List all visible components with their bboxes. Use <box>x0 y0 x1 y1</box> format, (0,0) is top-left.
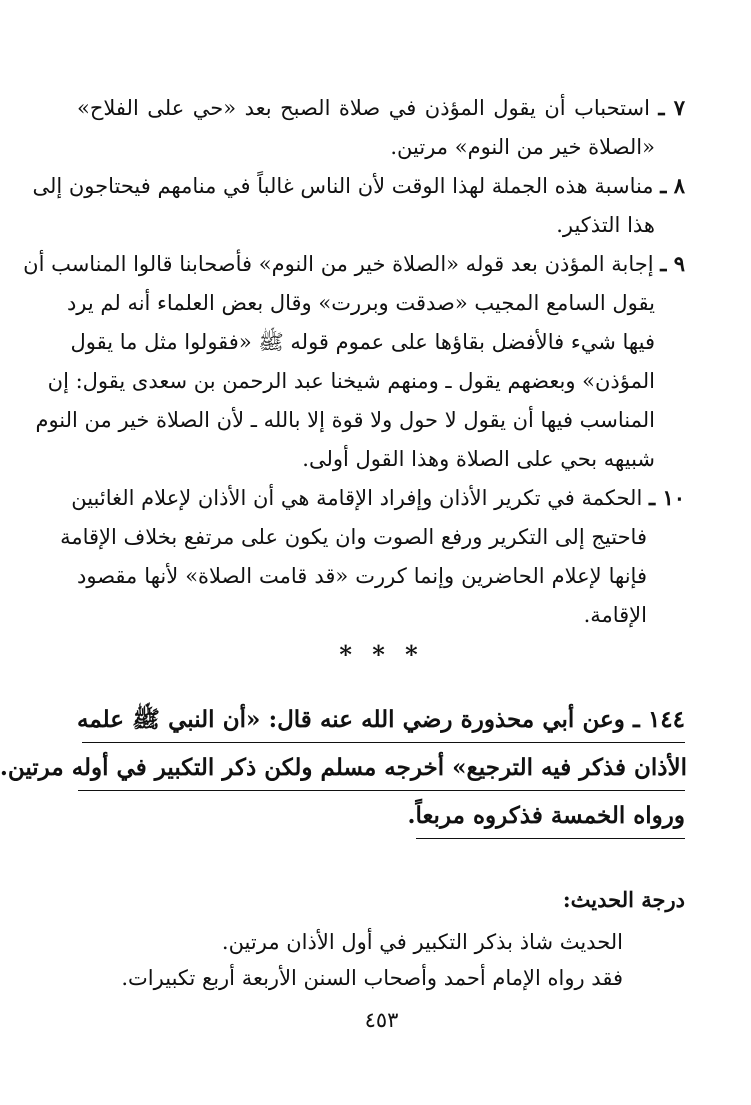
item-7-line-2: «الصلاة خير من النوم» مرتين. <box>390 135 655 159</box>
hadith-line-3: ورواه الخمسة فذكروه مربعاً. <box>407 802 685 829</box>
page-number: ٤٥٣ <box>364 1008 399 1032</box>
item-8-number: ٨ ـ <box>660 173 685 198</box>
item-10-line-3: فإنها لإعلام الحاضرين وإنما كررت «قد قامت الصلاة» لأنها مقصود <box>77 564 647 588</box>
grade-heading: درجة الحديث: <box>562 887 685 912</box>
item-8-line-1: ٨ ـ مناسبة هذه الجملة لهذا الوقت لأن الناس غالباً في منامهم فيحتاجون إلى <box>32 173 685 198</box>
item-10-line-4: الإقامة. <box>583 603 647 627</box>
item-8-line-2: هذا التذكير. <box>556 213 655 237</box>
grade-line-1: الحديث شاذ بذكر التكبير في أول الأذان مرتين. <box>221 930 623 954</box>
item-9-line-4: المؤذن» وبعضهم يقول ـ ومنهم شيخنا عبد الرحمن بن سعدى يقول: إن <box>47 369 655 393</box>
item-9-line-6: شبيهه بحي على الصلاة وهذا القول أولى. <box>302 447 655 471</box>
item-10-line-1: ١٠ ـ الحكمة في تكرير الأذان وإفراد الإقامة هي أن الأذان لإعلام الغائبين <box>71 485 685 510</box>
hadith-line-2: الأذان فذكر فيه الترجيع» أخرجه مسلم ولكن ذكر التكبير في أوله مرتين. <box>0 754 687 781</box>
item-9-number: ٩ ـ <box>660 251 685 276</box>
hadith-underline-1 <box>82 742 685 743</box>
hadith-line-1: ١٤٤ ـ وعن أبي محذورة رضي الله عنه قال: «أن النبي ﷺ علمه <box>77 706 685 733</box>
item-9-line-1: ٩ ـ إجابة المؤذن بعد قوله «الصلاة خير من النوم» فأصحابنا قالوا المناسب أن <box>23 251 685 276</box>
item-7-line-1: ٧ ـ استحباب أن يقول المؤذن في صلاة الصبح بعد «حي على الفلاح» <box>77 95 685 120</box>
item-10-line-2: فاحتيج إلى التكرير ورفع الصوت وان يكون على مرتفع بخلاف الإقامة <box>60 525 647 549</box>
item-7-number: ٧ ـ <box>658 95 685 120</box>
hadith-underline-3 <box>416 838 685 839</box>
item-9-line-2: يقول السامع المجيب «صدقت وبررت» وقال بعض العلماء أنه لم يرد <box>66 291 655 315</box>
hadith-underline-2 <box>78 790 685 791</box>
grade-line-2: فقد رواه الإمام أحمد وأصحاب السنن الأربعة أربع تكبيرات. <box>121 966 623 990</box>
item-10-number: ١٠ ـ <box>648 485 685 510</box>
item-9-line-3: فيها شيء فالأفضل بقاؤها على عموم قوله ﷺ «فقولوا مثل ما يقول <box>70 330 655 354</box>
item-9-line-5: المناسب فيها أن يقول لا حول ولا قوة إلا بالله ـ لأن الصلاة خير من النوم <box>35 408 655 432</box>
section-separator: * * * <box>339 640 424 669</box>
